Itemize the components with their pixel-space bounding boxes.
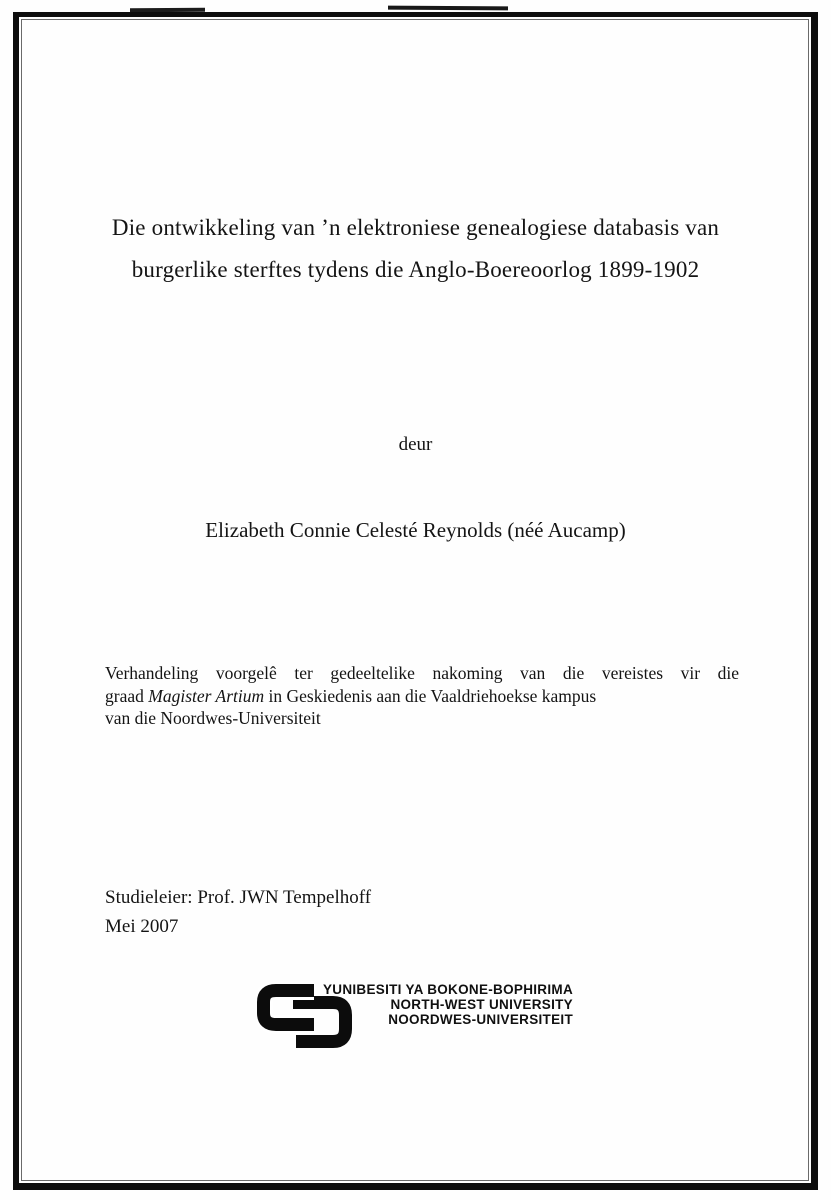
byline-label: deur bbox=[398, 434, 433, 455]
supervisor-line: Studieleier: Prof. JWN Tempelhoff bbox=[105, 887, 372, 908]
date-line: Mei 2007 bbox=[105, 915, 179, 937]
thesis-statement-line2 bbox=[105, 685, 739, 708]
thesis-title-line1: Die ontwikkeling van ’n elektroniese genealogiese databasis van bbox=[111, 215, 720, 240]
university-logo bbox=[257, 973, 587, 1055]
degree-name-italic: Magister Artium bbox=[148, 685, 265, 706]
thesis-statement-line2-start: graad bbox=[105, 685, 149, 706]
thesis-statement-line2-end: in Geskiedenis aan die Vaaldriehoekse kampus bbox=[264, 685, 597, 706]
author-name: Elizabeth Connie Celesté Reynolds (néé Aucamp) bbox=[205, 518, 626, 542]
thesis-title bbox=[0, 207, 831, 291]
scan-artifact bbox=[388, 6, 508, 11]
logo-line-english: NORTH-WEST UNIVERSITY bbox=[390, 997, 573, 1012]
supervisor-block bbox=[105, 884, 371, 941]
thesis-title-line2: burgerlike sterftes tydens die Anglo-Boereoorlog 1899-1902 bbox=[131, 257, 700, 282]
logo-line-afrikaans: NOORDWES-UNIVERSITEIT bbox=[388, 1012, 573, 1027]
thesis-statement-line1: Verhandeling voorgelê ter gedeeltelike nakoming van die vereistes vir die bbox=[105, 663, 739, 683]
thesis-statement bbox=[105, 662, 739, 730]
thesis-statement-line3: van die Noordwes-Universiteit bbox=[105, 708, 321, 728]
university-logo-text bbox=[321, 982, 573, 1027]
logo-line-setswana: YUNIBESITI YA BOKONE-BOPHIRIMA bbox=[322, 982, 573, 997]
